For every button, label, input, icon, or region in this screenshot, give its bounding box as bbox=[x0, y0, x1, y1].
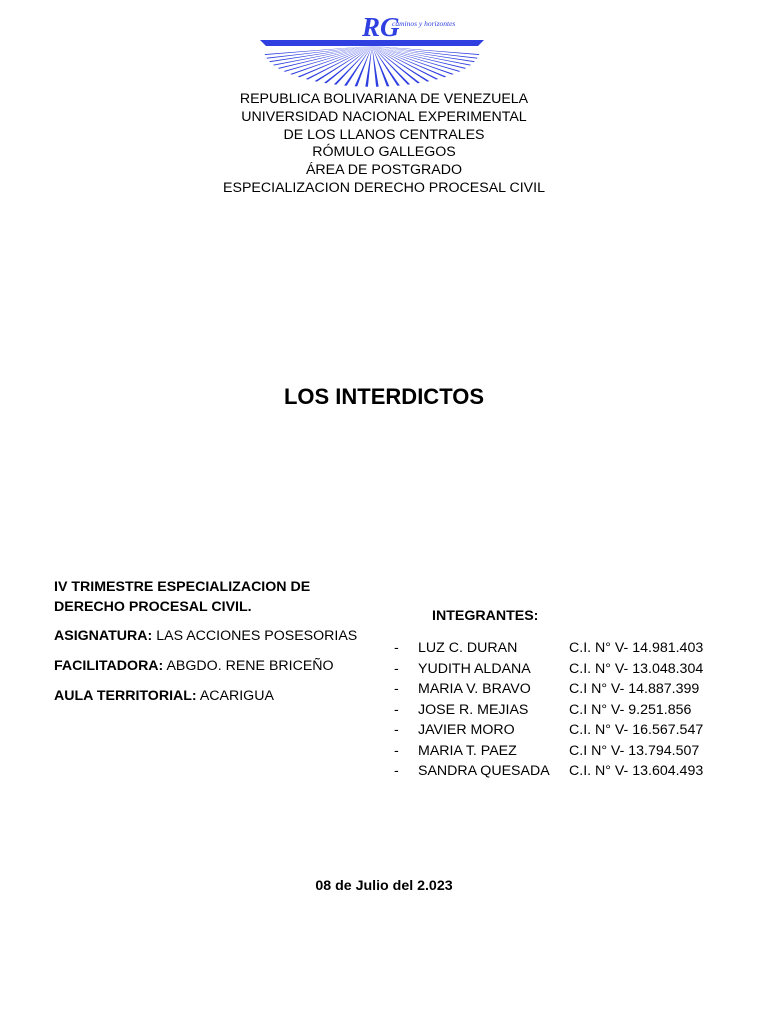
logo-ray bbox=[372, 46, 454, 75]
member-id: C.I. N° V- 13.048.304 bbox=[569, 660, 704, 677]
member-bullet: - bbox=[394, 660, 399, 677]
document-title: LOS INTERDICTOS bbox=[283, 384, 485, 409]
member-bullet: - bbox=[394, 701, 399, 718]
logo-ray bbox=[372, 46, 478, 59]
classroom-label: AULA TERRITORIAL: bbox=[54, 688, 197, 704]
subject-row bbox=[54, 626, 394, 646]
logo-graphic bbox=[258, 6, 486, 88]
member-row bbox=[394, 720, 744, 741]
classroom-value: ACARIGUA bbox=[199, 688, 274, 704]
logo-ray bbox=[266, 46, 372, 59]
facilitator-label: FACILITADORA: bbox=[54, 658, 164, 674]
subject-value: LAS ACCIONES POSESORIAS bbox=[156, 628, 358, 644]
document-date: 08 de Julio del 2.023 bbox=[315, 878, 453, 894]
logo-monogram: RG bbox=[362, 12, 400, 42]
header-line: REPUBLICA BOLIVARIANA DE VENEZUELA bbox=[239, 91, 529, 107]
logo-ray bbox=[284, 46, 372, 72]
trimester-line: DERECHO PROCESAL CIVIL. bbox=[54, 599, 252, 615]
member-id: C.I N° V- 9.251.856 bbox=[569, 701, 692, 718]
classroom-row bbox=[54, 686, 394, 706]
subject-label: ASIGNATURA: bbox=[54, 628, 153, 644]
member-id: C.I N° V- 14.887.399 bbox=[569, 681, 700, 697]
member-name: MARIA T. PAEZ bbox=[418, 742, 517, 759]
member-name: JOSE R. MEJIAS bbox=[418, 701, 529, 718]
member-bullet: - bbox=[394, 640, 399, 656]
member-bullet: - bbox=[394, 763, 399, 779]
member-row bbox=[394, 741, 744, 762]
member-name: LUZ C. DURAN bbox=[418, 640, 518, 656]
members-section bbox=[394, 606, 744, 782]
header-line: ESPECIALIZACION DERECHO PROCESAL CIVIL bbox=[223, 179, 545, 196]
member-bullet: - bbox=[394, 722, 399, 738]
member-row bbox=[394, 761, 744, 782]
member-id: C.I N° V- 13.794.507 bbox=[569, 742, 700, 759]
member-bullet: - bbox=[394, 742, 399, 759]
member-row bbox=[394, 700, 744, 721]
institution-header bbox=[0, 91, 768, 198]
member-name: SANDRA QUESADA bbox=[418, 763, 550, 779]
logo-ray bbox=[372, 46, 410, 85]
member-row bbox=[394, 638, 744, 659]
header-line: UNIVERSIDAD NACIONAL EXPERIMENTAL bbox=[241, 108, 527, 125]
member-row bbox=[394, 679, 744, 700]
course-info bbox=[54, 577, 394, 716]
logo-ray bbox=[372, 46, 460, 72]
member-id: C.I. N° V- 13.604.493 bbox=[569, 763, 704, 779]
facilitator-row bbox=[54, 656, 394, 676]
trimester-line: IV TRIMESTRE ESPECIALIZACION DE bbox=[54, 579, 311, 595]
member-name: YUDITH ALDANA bbox=[418, 660, 531, 677]
university-logo bbox=[258, 6, 486, 88]
logo-tagline: caminos y horizontes bbox=[392, 19, 456, 28]
member-name: JAVIER MORO bbox=[418, 722, 515, 738]
logo-ray bbox=[265, 46, 372, 55]
trimester-label bbox=[54, 577, 394, 617]
member-id: C.I. N° V- 16.567.547 bbox=[569, 722, 704, 738]
logo-ray bbox=[269, 46, 372, 62]
facilitator-value: ABGDO. RENE BRICEÑO bbox=[166, 658, 334, 674]
logo-ray bbox=[372, 46, 475, 62]
member-id: C.I. N° V- 14.981.403 bbox=[569, 640, 704, 656]
members-heading: INTEGRANTES: bbox=[432, 608, 539, 624]
header-line: ÁREA DE POSTGRADO bbox=[305, 162, 463, 179]
logo-ray bbox=[334, 46, 372, 85]
member-bullet: - bbox=[394, 681, 399, 697]
logo-ray bbox=[290, 46, 372, 75]
logo-ray bbox=[372, 46, 479, 55]
header-line: DE LOS LLANOS CENTRALES bbox=[283, 126, 485, 143]
member-row bbox=[394, 659, 744, 680]
header-line: RÓMULO GALLEGOS bbox=[312, 144, 456, 161]
member-name: MARIA V. BRAVO bbox=[418, 681, 531, 697]
